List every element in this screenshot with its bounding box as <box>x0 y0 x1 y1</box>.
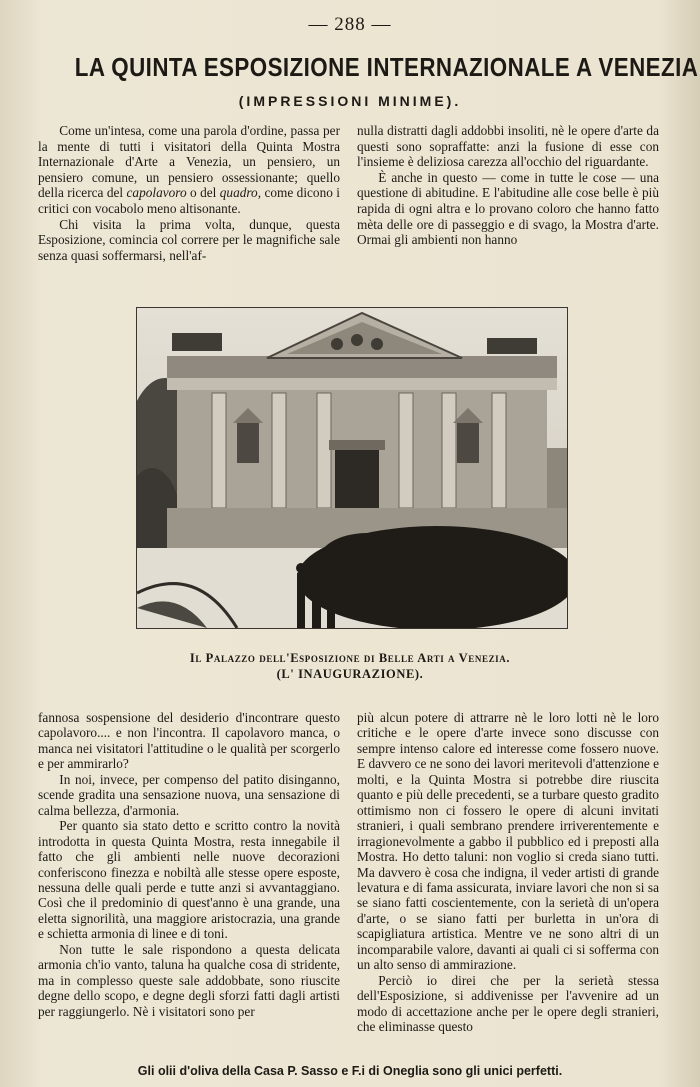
advertisement-footer: Gli olii d'oliva della Casa P. Sasso e F.i di Oneglia sono gli unici perfetti. <box>137 1064 563 1078</box>
paragraph: È anche in questo — come in tutte le cose — una questione di abitudine. E l'abitudine alle cose belle è più rapida di ogni altra e lo provano coloro che hanno fatto mèta delle ore di passeggio e di svago, la Mostra d'arte. Ormai gli ambienti non hanno <box>357 169 659 248</box>
palace-illustration <box>137 308 567 628</box>
exhibition-palace-photo <box>136 307 568 629</box>
paragraph: Per quanto sia stato detto e scritto contro la novità introdotta in questa Quinta Mostra, resta innegabile il fatto che gli ambienti nelle nuove decorazioni conferiscono finezza e nobiltà alle stesse opere esposte, nessuna delle quali perde e tutte anzi si avvantaggiano. Così che il predominio di quest'anno è una grande, una eletta signorilità, una maggiore aristocrazia, una grande e schietta armonia di linee e di toni. <box>38 818 340 942</box>
paragraph: fannosa sospensione del desiderio d'incontrare questo capolavoro.... e non l'incontra. Il capolavoro manca, o manca nei visitatori l'attitudine o le qualità per scorgerlo e per ammirarlo? <box>38 710 340 772</box>
text-column-bottom-left <box>38 710 340 1019</box>
paragraph: nulla distratti dagli addobbi insoliti, nè le opere d'arte da questi sono sopraffatte: anzi la fusione di esse con l'insieme è deliziosa carezza all'occhio del riguardante. <box>357 123 659 170</box>
photo-caption <box>0 650 700 682</box>
text-column-top-left <box>38 123 340 263</box>
paragraph: Perciò io direi che per la serietà stessa dell'Esposizione, si addivenisse per l'avvenire ad un modo di accettazione anche per le opere degli stranieri, che eliminasse questo <box>357 972 659 1035</box>
paragraph: Chi visita la prima volta, dunque, questa Esposizione, comincia col correre per le magnifiche sale senza quasi soffermarsi, nell'af- <box>38 216 340 263</box>
paragraph: Non tutte le sale rispondono a questa delicata armonia ch'io vanto, taluna ha qualche cosa di stridente, ma in complesso queste sale addobbate, sono riuscite degne dello scopo, e degne degli sforzi fatti dagli artisti per raggiungerlo. Nè i visitatori sono per <box>38 941 340 1019</box>
page-number: — 288 — <box>308 14 392 35</box>
text-column-bottom-right <box>357 710 659 1035</box>
caption-title: Il Palazzo dell'Esposizione di Belle Arti a Venezia. <box>189 651 511 665</box>
article-title: LA QUINTA ESPOSIZIONE INTERNAZIONALE A VENEZIA <box>74 52 699 82</box>
caption-subtitle: (L' INAUGURAZIONE). <box>276 667 424 681</box>
paragraph: più alcun potere di attrarre nè le loro lotti nè le loro critiche e le opere d'arte invece sono discusse con sempre intenso calore ed interesse come fossero nuove. E davvero ce ne sono dei lavori meritevoli d'attenzione e molti, e la Quinta Mostra si potrebbe dire riuscita quanto e più delle precedenti, se a turbare questo gradito ottimismo non ci fossero le opere di alcuni invitati stranieri, i quali sembrano prendere irriverentemente e irragionevolmente a gabbo il pubblico ed i preposti alla Mostra. Ho detto taluni: non voglio si creda siano tutti. Ma davvero è cosa che indigna, il veder artisti di grande levatura e di fama assicurata, inviare lavori che non si sa se siano fatti coscientemente, con la serietà di un'opera d'arte, o se siano fatti per burletta in un'ora di scapigliatura artistica. Mentre ve ne sono altri di un incomparabile valore, davanti ai quali ci si sofferma con un alto senso di ammirazione. <box>357 710 659 973</box>
paragraph: In noi, invece, per compenso del patito disinganno, scende gradita una sensazione nuova, una sensazione di calma bellezza, d'armonia. <box>38 771 340 818</box>
article-subtitle: (IMPRESSIONI MINIME). <box>238 93 462 109</box>
paragraph: Come un'intesa, come una parola d'ordine, passa per la mente di tutti i visitatori della Quinta Mostra Internazionale d'Arte a Venezia, un pensiero, un pensiero comune, un pensiero ossessionante; quello della ricerca del capolavoro o del quadro, come dicono i critici con vocabolo meno altisonante. <box>38 123 340 216</box>
text-column-top-right <box>357 123 659 248</box>
